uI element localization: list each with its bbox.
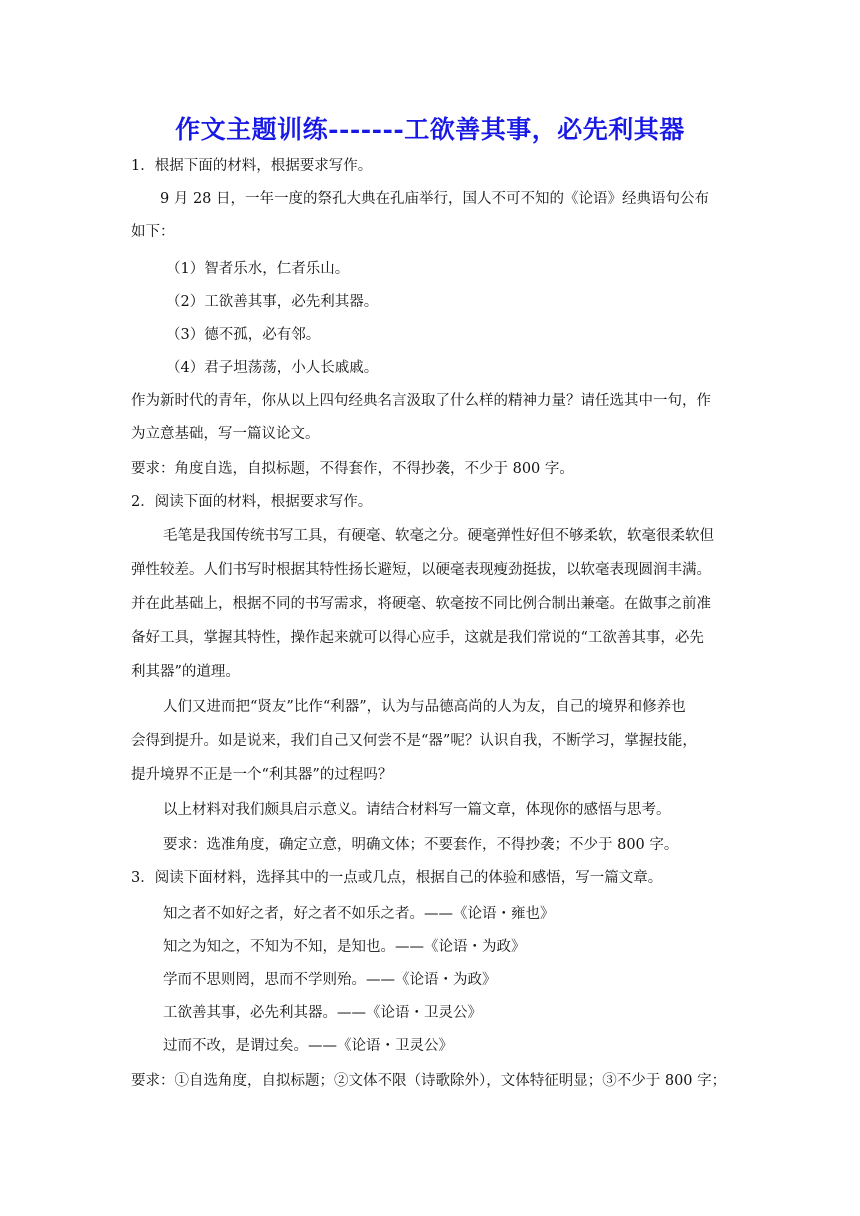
q3-quote-4: 工欲善其事，必先利其器。——《论语・卫灵公》: [163, 1005, 482, 1021]
q2-paragraph-2-line-3: 提升境界不正是一个“利其器”的过程吗？: [131, 767, 393, 783]
q2-paragraph-1-line-2: 弹性较差。人们书写时根据其特性扬长避短，以硬毫表现瘦劲挺拔，以软毫表现圆润丰满。: [131, 562, 711, 578]
q1-quote-1: （1）智者乐水，仁者乐山。: [166, 261, 350, 277]
q2-paragraph-1-line-1: 毛笔是我国传统书写工具，有硬毫、软毫之分。硬毫弹性好但不够柔软，软毫很柔软但: [163, 528, 714, 544]
q2-paragraph-3: 以上材料对我们颇具启示意义。请结合材料写一篇文章，体现你的感悟与思考。: [163, 802, 671, 818]
q1-prompt-line-1: 作为新时代的青年，你从以上四句经典名言汲取了什么样的精神力量？请任选其中一句，作: [131, 393, 711, 409]
q2-paragraph-2-line-2: 会得到提升。如是说来，我们自己又何尝不是“器”呢？认识自我，不断学习，掌握技能，: [131, 733, 697, 749]
q2-paragraph-1-line-4: 备好工具，掌握其特性，操作起来就可以得心应手，这就是我们常说的“工欲善其事，必先: [131, 630, 704, 646]
q2-heading: 2．阅读下面的材料，根据要求写作。: [131, 494, 373, 510]
q3-quote-3: 学而不思则罔，思而不学则殆。——《论语・为政》: [163, 972, 497, 988]
q1-quote-4: （4）君子坦荡荡，小人长戚戚。: [166, 360, 379, 376]
q2-paragraph-1-line-5: 利其器”的道理。: [131, 664, 240, 680]
q1-quote-3: （3）德不孤，必有邻。: [166, 327, 321, 343]
q1-prompt-line-2: 为立意基础，写一篇议论文。: [131, 426, 320, 442]
q1-requirement: 要求：角度自选，自拟标题，不得套作，不得抄袭，不少于 800 字。: [131, 461, 574, 477]
q3-quote-1: 知之者不如好之者，好之者不如乐之者。——《论语・雍也》: [163, 906, 555, 922]
q3-heading: 3．阅读下面材料，选择其中的一点或几点，根据自己的体验和感悟，写一篇文章。: [131, 870, 663, 886]
q1-quote-2: （2）工欲善其事，必先利其器。: [166, 294, 379, 310]
q1-intro-line-1: 9 月 28 日，一年一度的祭孔大典在孔庙举行，国人不可不知的《论语》经典语句公布: [160, 191, 710, 207]
q3-quote-2: 知之为知之，不知为不知，是知也。——《论语・为政》: [163, 939, 526, 955]
q2-paragraph-2-line-1: 人们又进而把“贤友”比作“利器”，认为与品德高尚的人为友，自己的境界和修养也: [163, 699, 686, 715]
q1-heading: 1．根据下面的材料，根据要求写作。: [131, 158, 373, 174]
q3-requirement: 要求：①自选角度，自拟标题；②文体不限（诗歌除外），文体特征明显；③不少于 800 字；: [131, 1073, 727, 1089]
q1-intro-line-2: 如下：: [131, 224, 175, 240]
page-title: 作文主题训练-------工欲善其事，必先利其器: [175, 115, 685, 144]
q3-quote-5: 过而不改，是谓过矣。——《论语・卫灵公》: [163, 1038, 453, 1054]
q2-requirement: 要求：选准角度，确定立意，明确文体；不要套作，不得抄袭；不少于 800 字。: [163, 837, 679, 853]
q2-paragraph-1-line-3: 并在此基础上，根据不同的书写需求，将硬毫、软毫按不同比例合制出兼毫。在做事之前准: [131, 596, 711, 612]
